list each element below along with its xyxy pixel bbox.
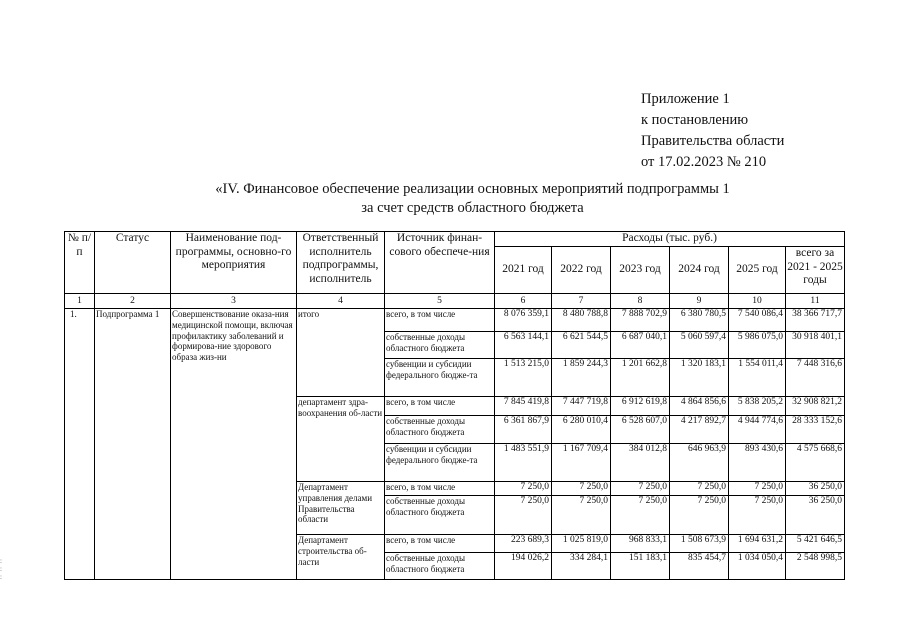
value-cell: 1 034 050,4: [729, 553, 786, 580]
value-cell: 1 320 183,1: [670, 359, 729, 397]
value-cell: 6 687 040,1: [611, 332, 670, 359]
header-year-2025: 2025 год: [729, 247, 786, 294]
section-heading: [150, 180, 795, 218]
column-number: 6: [495, 294, 552, 309]
value-cell: 7 250,0: [552, 496, 611, 535]
value-cell: 6 380 780,5: [670, 309, 729, 332]
value-cell: 7 888 702,9: [611, 309, 670, 332]
value-cell: 7 250,0: [670, 496, 729, 535]
source-cell: субвенции и субсидии федерального бюдже-та: [385, 444, 495, 482]
value-cell: 384 012,8: [611, 444, 670, 482]
value-cell: 5 060 597,4: [670, 332, 729, 359]
column-numbers-row: [65, 294, 845, 309]
source-cell: всего, в том числе: [385, 309, 495, 332]
column-number: 2: [95, 294, 171, 309]
column-number: 3: [171, 294, 297, 309]
value-cell: 2 548 998,5: [786, 553, 845, 580]
value-cell: 6 621 544,5: [552, 332, 611, 359]
header-source: Источник финан-сового обеспече-ния: [385, 232, 495, 294]
value-cell: 1 513 215,0: [495, 359, 552, 397]
value-cell: 32 908 821,2: [786, 397, 845, 416]
value-cell: 5 421 646,5: [786, 535, 845, 553]
value-cell: 334 284,1: [552, 553, 611, 580]
value-cell: 1 508 673,9: [670, 535, 729, 553]
value-cell: 835 454,7: [670, 553, 729, 580]
appendix-line-4: от 17.02.2023 № 210: [641, 154, 767, 170]
value-cell: 6 912 619,8: [611, 397, 670, 416]
value-cell: 4 944 774,6: [729, 416, 786, 444]
column-number: 1: [65, 294, 95, 309]
financing-table: [64, 231, 845, 580]
column-number: 5: [385, 294, 495, 309]
row-status: Подпрограмма 1: [95, 309, 171, 580]
header-total: всего за 2021 - 2025 годы: [786, 247, 845, 294]
executor-cell: Департамент управления делами Правительства области: [297, 482, 385, 535]
header-status: Статус: [95, 232, 171, 294]
value-cell: 6 528 607,0: [611, 416, 670, 444]
executor-cell: Департамент строительства об-ласти: [297, 535, 385, 580]
value-cell: 6 563 144,1: [495, 332, 552, 359]
header-year-2023: 2023 год: [611, 247, 670, 294]
source-cell: всего, в том числе: [385, 535, 495, 553]
value-cell: 7 250,0: [729, 482, 786, 496]
header-num: № п/п: [65, 232, 95, 294]
source-cell: собственные доходы областного бюджета: [385, 332, 495, 359]
column-number: 10: [729, 294, 786, 309]
value-cell: 893 430,6: [729, 444, 786, 482]
header-year-2024: 2024 год: [670, 247, 729, 294]
source-cell: собственные доходы областного бюджета: [385, 496, 495, 535]
appendix-line-3: Правительства области: [641, 133, 785, 149]
executor-cell: департамент здра-воохранения об-ласти: [297, 397, 385, 482]
source-cell: собственные доходы областного бюджета: [385, 416, 495, 444]
value-cell: 7 250,0: [611, 496, 670, 535]
page-bottom-mask: [64, 581, 844, 641]
row-name: Совершенствование оказа-ния медицинской помощи, включая профилактику заболеваний и формирова-ние здорового образа жиз-ни: [171, 309, 297, 580]
value-cell: 1 025 819,0: [552, 535, 611, 553]
value-cell: 194 026,2: [495, 553, 552, 580]
value-cell: 223 689,3: [495, 535, 552, 553]
heading-line-1: «IV. Финансовое обеспечение реализации основных мероприятий подпрограммы 1: [215, 181, 730, 197]
value-cell: 1 554 011,4: [729, 359, 786, 397]
value-cell: 30 918 401,1: [786, 332, 845, 359]
source-cell: собственные доходы областного бюджета: [385, 553, 495, 580]
header-year-2022: 2022 год: [552, 247, 611, 294]
column-number: 8: [611, 294, 670, 309]
header-name: Наименование под-программы, основно-го мероприятия: [171, 232, 297, 294]
row-number: 1.: [65, 309, 95, 580]
value-cell: 6 280 010,4: [552, 416, 611, 444]
header-year-2021: 2021 год: [495, 247, 552, 294]
column-number: 4: [297, 294, 385, 309]
value-cell: 8 480 788,8: [552, 309, 611, 332]
value-cell: 1 859 244,3: [552, 359, 611, 397]
heading-line-2: за счет средств областного бюджета: [361, 200, 584, 216]
value-cell: 5 986 075,0: [729, 332, 786, 359]
column-number: 11: [786, 294, 845, 309]
value-cell: 7 448 316,6: [786, 359, 845, 397]
value-cell: 4 575 668,6: [786, 444, 845, 482]
source-cell: всего, в том числе: [385, 482, 495, 496]
value-cell: 646 963,9: [670, 444, 729, 482]
value-cell: 1 483 551,9: [495, 444, 552, 482]
value-cell: 6 361 867,9: [495, 416, 552, 444]
value-cell: 7 250,0: [729, 496, 786, 535]
table-row: [65, 309, 845, 332]
source-cell: субвенции и субсидии федерального бюдже-та: [385, 359, 495, 397]
value-cell: 7 250,0: [495, 496, 552, 535]
value-cell: 7 540 086,4: [729, 309, 786, 332]
value-cell: 7 250,0: [611, 482, 670, 496]
value-cell: 7 447 719,8: [552, 397, 611, 416]
value-cell: 1 201 662,8: [611, 359, 670, 397]
value-cell: 38 366 717,7: [786, 309, 845, 332]
header-responsible: Ответственный исполнитель подпрограммы, исполнитель: [297, 232, 385, 294]
appendix-line-1: Приложение 1: [641, 91, 730, 107]
value-cell: 7 250,0: [552, 482, 611, 496]
column-number: 7: [552, 294, 611, 309]
value-cell: 36 250,0: [786, 496, 845, 535]
value-cell: 28 333 152,6: [786, 416, 845, 444]
header-expenses: Расходы (тыс. руб.): [495, 232, 845, 247]
value-cell: 1 694 631,2: [729, 535, 786, 553]
value-cell: 5 838 205,2: [729, 397, 786, 416]
column-number: 9: [670, 294, 729, 309]
source-cell: всего, в том числе: [385, 397, 495, 416]
value-cell: 7 845 419,8: [495, 397, 552, 416]
appendix-block: [641, 89, 784, 173]
value-cell: 7 250,0: [495, 482, 552, 496]
margin-marks: : : :: [0, 557, 2, 581]
value-cell: 968 833,1: [611, 535, 670, 553]
value-cell: 4 217 892,7: [670, 416, 729, 444]
value-cell: 4 864 856,6: [670, 397, 729, 416]
value-cell: 151 183,1: [611, 553, 670, 580]
appendix-line-2: к постановлению: [641, 112, 749, 128]
value-cell: 36 250,0: [786, 482, 845, 496]
value-cell: 8 076 359,1: [495, 309, 552, 332]
executor-cell: итого: [297, 309, 385, 397]
value-cell: 1 167 709,4: [552, 444, 611, 482]
value-cell: 7 250,0: [670, 482, 729, 496]
